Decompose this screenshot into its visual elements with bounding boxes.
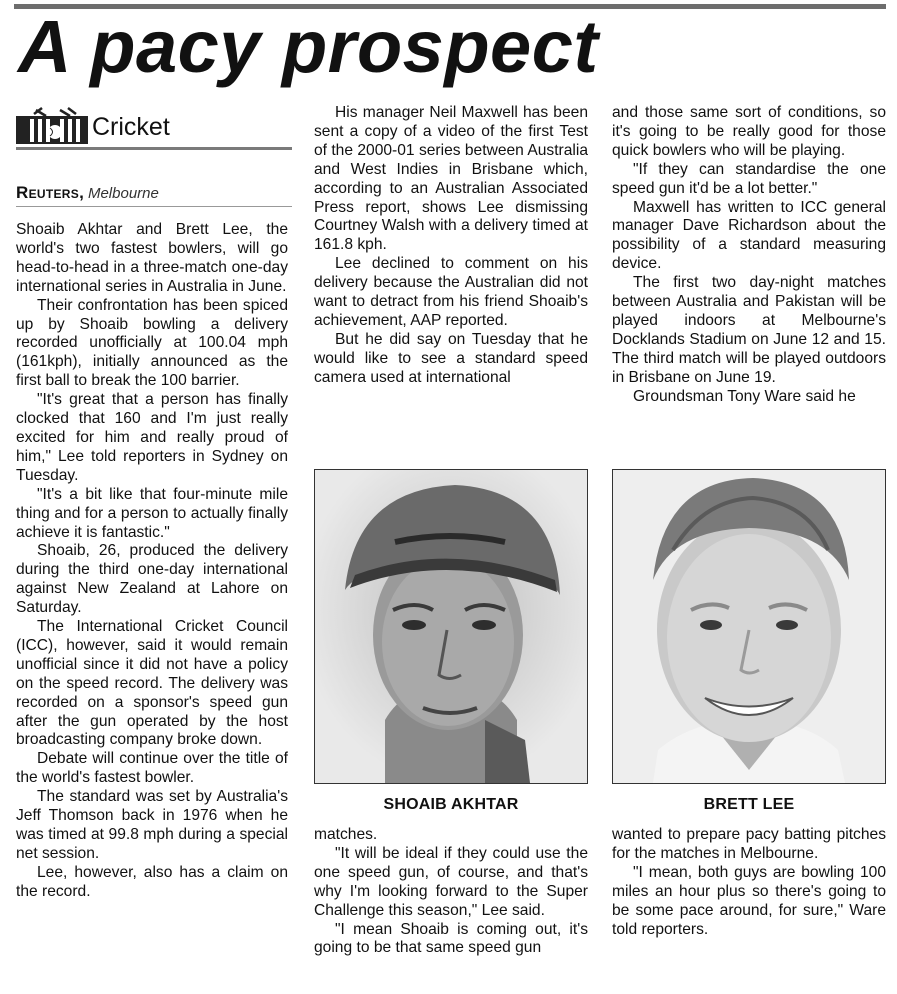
paragraph: "It will be ideal if they could use the one speed gun, of course, and that's why I'm looking forward to the Super Challenge this season," Lee said. [314, 844, 588, 919]
section-rule [16, 147, 292, 150]
paragraph: His manager Neil Maxwell has been sent a copy of a video of the first Test of the 2000-01 series between Australia and West Indies in Brisbane which, according to an Australian Associated Press report, shows Lee dismissing Courtney Walsh with a delivery timed at 161.8 kph. [314, 104, 588, 254]
byline-place: Melbourne [87, 185, 159, 202]
byline-separator: , [79, 183, 84, 202]
paragraph: "If they can standardise the one speed gun it'd be a lot better." [612, 160, 886, 197]
photo-brett-lee [612, 469, 886, 784]
paragraph: Shoaib Akhtar and Brett Lee, the world's two fastest bowlers, will go head-to-head in a three-match one-day international series in Australia in June. [16, 221, 288, 295]
cricket-stumps-icon [16, 106, 88, 144]
paragraph: "I mean, both guys are bowling 100 miles an hour plus so there's going to be some pace around, for sure," Ware told reporters. [612, 863, 886, 938]
paragraph: "I mean Shoaib is coming out, it's going to be that same speed gun [314, 920, 588, 957]
paragraph: Shoaib, 26, produced the delivery during the third one-day international against New Zealand at Lahore on Saturday. [16, 542, 288, 617]
paragraph: The International Cricket Council (ICC), however, said it would remain unofficial since it did not have a policy on the speed record. The delivery was recorded on a sponsor's speed gun after the gun operated by the host broadcasting company broke down. [16, 618, 288, 749]
paragraph: and those same sort of conditions, so it's going to be really good for those quick bowlers who will be playing. [612, 104, 886, 159]
paragraph: The standard was set by Australia's Jeff Thomson back in 1976 when he was timed at 99.8 mph during a special net session. [16, 788, 288, 862]
paragraph: Maxwell has written to ICC general manager Dave Richardson about the possibility of a standard measuring device. [612, 198, 886, 273]
article-column-1 [16, 221, 288, 991]
caption-shoaib-akhtar: SHOAIB AKHTAR [383, 796, 519, 813]
photo-shoaib-akhtar [314, 469, 588, 784]
caption-brett-lee: BRETT LEE [703, 796, 795, 813]
headline: A pacy prospect [18, 5, 599, 88]
byline [16, 183, 159, 203]
byline-agency: Reuters [16, 183, 80, 202]
paragraph: Lee declined to comment on his delivery because the Australian did not want to detract from his friend Shoaib's achievement, AAP reported. [314, 255, 588, 329]
article-column-2-bottom [314, 826, 588, 992]
paragraph: Lee, however, also has a claim on the record. [16, 863, 288, 900]
article-column-3-top [612, 104, 886, 459]
byline-rule [16, 206, 292, 207]
paragraph: "It's great that a person has finally clocked that 160 and I'm just really excited for him and really proud of him," Lee told reporters in Sydney on Tuesday. [16, 391, 288, 484]
portrait-image [315, 470, 587, 783]
paragraph: wanted to prepare pacy batting pitches for the matches in Melbourne. [612, 826, 886, 862]
paragraph: Debate will continue over the title of the world's fastest bowler. [16, 750, 288, 787]
paragraph: The first two day-night matches between Australia and Pakistan will be played indoors at Melbourne's Docklands Stadium on June 12 and 15. The third match will be played outdoors in Brisbane on June 19. [612, 274, 886, 386]
paragraph: "It's a bit like that four-minute mile thing and for a person to actually finally achieve it is fantastic." [16, 485, 288, 541]
section-name: Cricket [92, 113, 170, 141]
paragraph: matches. [314, 826, 378, 843]
paragraph: Their confrontation has been spiced up by Shoaib bowling a delivery recorded unofficially at 100.04 mph (161kph), initially announced as the first ball to break the 100 barrier. [16, 296, 288, 390]
section-tag [16, 106, 170, 144]
paragraph: But he did say on Tuesday that he would like to see a standard speed camera used at international [314, 330, 588, 386]
article-column-2-top [314, 104, 588, 444]
portrait-image [613, 470, 885, 783]
article-column-3-bottom [612, 826, 886, 992]
paragraph: Groundsman Tony Ware said he [633, 387, 856, 405]
